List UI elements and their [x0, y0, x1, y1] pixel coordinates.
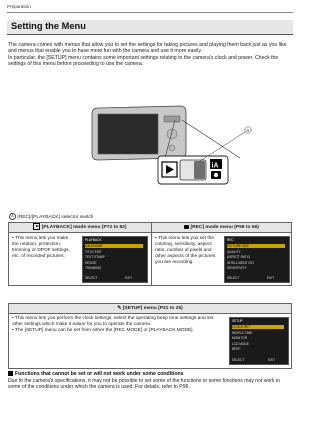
rec-screen-title: REC	[227, 238, 234, 242]
rec-menu-description: • This menu lets you set the coloring, sensitivity, aspect ratio, number of pixels and other aspects of the pictures you are recording.	[155, 236, 216, 265]
header-rule	[7, 12, 293, 13]
caption-text: [REC]/[PLAYBACK] selector switch	[17, 214, 94, 220]
setup-bullet-1: • This menu lets you perform the clock settings, select the operating beep tone settings and set other settings which make it easier for you to operate the camera.	[12, 316, 214, 327]
intro-text	[8, 42, 294, 68]
camera-icon	[210, 159, 222, 179]
playback-menu-screen	[82, 236, 148, 283]
setup-screen-item: CLOCK SET	[232, 325, 284, 329]
playback-screen-item: CALENDAR	[85, 244, 143, 248]
playback-screen-item: TRIMMING	[85, 266, 102, 270]
rec-screen-footer-right: EXIT	[267, 276, 275, 280]
callout-letter: A	[246, 128, 250, 133]
switch-caption	[9, 213, 93, 220]
rec-screen-item: SENSITIVITY	[227, 266, 247, 270]
playback-menu-title: [PLAYBACK] mode menu (P72 to 82)	[41, 225, 127, 230]
rec-menu-screen	[224, 236, 290, 283]
setup-bullet-2: • The [SETUP] menu can be set from either the [REC MODE] or [PLAYBACK MODE].	[12, 328, 194, 333]
setup-menu-description	[12, 316, 222, 334]
setup-screen-item: BEEP	[232, 347, 241, 351]
playback-menu-header	[9, 223, 152, 233]
wrench-icon: ✎	[117, 305, 122, 311]
camera-icon	[184, 225, 189, 229]
setup-menu-table	[8, 303, 292, 369]
camera-body	[92, 106, 186, 160]
square-bullet-icon	[8, 371, 13, 376]
intro-paragraph-2: In particular, the [SETUP] menu contains some important settings relating to the camera's clock and power. Check the settings of this menu before proceeding to use the camera.	[8, 54, 279, 68]
mode-menu-table	[8, 222, 292, 286]
selector-switch-closeup	[158, 156, 228, 184]
callout-letter-ref: A	[9, 213, 16, 220]
rec-screen-item: INTELLIGENT ISO	[227, 260, 254, 265]
setup-screen-item: MONITOR	[232, 336, 247, 340]
section-label: Preparation	[7, 4, 31, 9]
lcd-screen	[98, 114, 158, 154]
setup-menu-screen	[229, 317, 289, 365]
playback-screen-item: RESIZE	[85, 260, 97, 265]
playback-screen-item: TEXT STAMP	[85, 255, 105, 259]
note-body: Due to the camera's specifications, it may not be possible to set some of the functions or some functions may not work in some of the conditions under which the camera is used. For details, refer to P96.	[8, 378, 280, 391]
setup-screen-item: LCD MODE	[232, 341, 249, 346]
playback-menu-description: • This menu lets you make the rotation, protection, trimming or DPOF settings, etc. of recorded pictures.	[12, 236, 70, 259]
playback-screen-footer-left: SELECT	[85, 276, 98, 280]
setup-screen-footer-left: SELECT	[232, 358, 245, 362]
playback-desc-text: This menu lets you make the rotation, protection, trimming or DPOF settings, etc. of recorded pictures.	[12, 236, 70, 259]
setup-screen-footer-right: EXIT	[268, 358, 276, 362]
rec-menu-header	[152, 223, 292, 233]
rec-screen-item: QUALITY	[227, 249, 241, 254]
setup-menu-title: [SETUP] menu (P21 to 25)	[122, 306, 183, 311]
svg-text:iA: iA	[211, 162, 219, 170]
rec-screen-item: ASPECT RATIO	[227, 255, 251, 259]
page-title: Setting the Menu	[11, 21, 86, 31]
playback-screen-footer-right: EXIT	[125, 276, 133, 280]
note-heading	[8, 371, 184, 377]
playback-screen-item: TITLE EDIT	[85, 249, 102, 254]
camera-illustration	[70, 96, 260, 211]
rec-menu-title: [REC] mode menu (P59 to 66)	[190, 225, 259, 230]
setup-menu-header	[9, 304, 292, 314]
rec-screen-item: PICTURE SIZE	[227, 244, 285, 248]
setup-screen-item: WORLD TIME	[232, 330, 253, 335]
title-bar	[7, 20, 293, 35]
setup-screen-title: SETUP	[232, 319, 243, 323]
setup-bullet-1-text: This menu lets you perform the clock settings, select the operating beep tone settings and set other settings which make it easier for you to operate the camera.	[12, 316, 214, 327]
note-heading-text: Functions that cannot be set or will not work under some conditions	[14, 371, 184, 377]
rec-desc-text: This menu lets you set the coloring, sensitivity, aspect ratio, number of pixels and other aspects of the pictures you are recording.	[155, 236, 216, 265]
playback-icon	[33, 223, 40, 230]
setup-bullet-2-text: The [SETUP] menu can be set from either the [REC MODE] or [PLAYBACK MODE].	[15, 328, 194, 333]
playback-screen-title: PLAYBACK	[85, 238, 102, 242]
intro-paragraph-1: The camera comes with menus that allow you to set the settings for taking pictures and playing them back just as you like and menus that enable you to have more fun with the camera and use it more easily.	[8, 42, 287, 55]
rec-screen-footer-left: SELECT	[227, 276, 240, 280]
